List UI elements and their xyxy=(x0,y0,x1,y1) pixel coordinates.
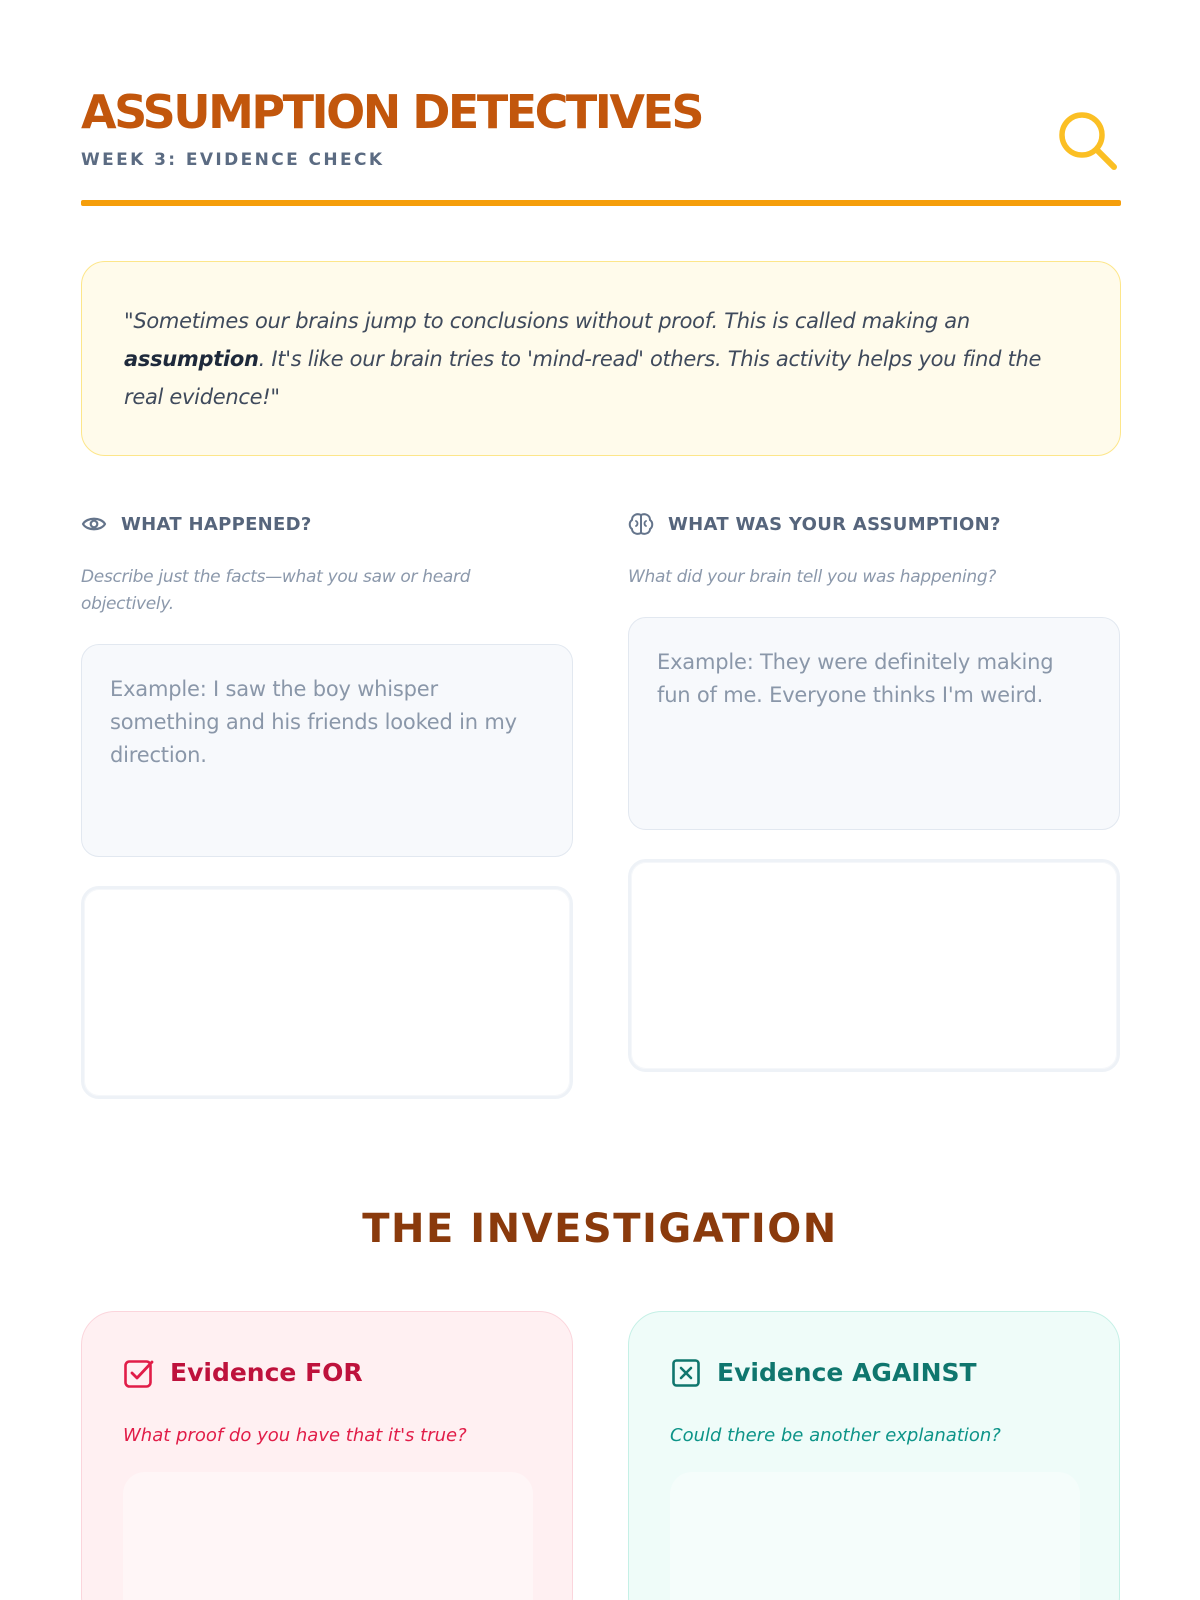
brain-icon xyxy=(628,512,654,536)
assumption-label-row xyxy=(628,508,1120,540)
evidence-for-card xyxy=(81,1311,573,1600)
what-happened-label-row xyxy=(81,508,573,540)
what-happened-example-box xyxy=(81,644,573,857)
checkbox-x-icon xyxy=(670,1357,702,1389)
page-title: ASSUMPTION DETECTIVES xyxy=(81,85,703,139)
evidence-for-title: Evidence FOR xyxy=(170,1358,363,1387)
assumption-example: Example: They were definitely making fun of me. Everyone thinks I'm weird. xyxy=(657,650,1054,707)
page-subtitle: WEEK 3: EVIDENCE CHECK xyxy=(81,150,385,170)
checkbox-check-icon xyxy=(123,1357,155,1389)
header xyxy=(81,84,1121,208)
evidence-against-title: Evidence AGAINST xyxy=(717,1358,977,1387)
evidence-against-hint: Could there be another explanation? xyxy=(670,1425,1001,1446)
intro-quote xyxy=(81,261,1121,456)
what-happened-hint: Describe just the facts—what you saw or heard objectively. xyxy=(81,567,471,614)
evidence-for-hint: What proof do you have that it's true? xyxy=(123,1425,467,1446)
what-happened-label: WHAT HAPPENED? xyxy=(121,514,312,535)
investigation-title: THE INVESTIGATION xyxy=(362,1206,838,1252)
assumption-answer-box[interactable] xyxy=(628,859,1120,1072)
eye-icon xyxy=(81,512,107,536)
what-happened-example: Example: I saw the boy whisper something and his friends looked in my direction. xyxy=(110,677,517,767)
assumption-example-box xyxy=(628,617,1120,830)
header-divider xyxy=(81,200,1121,206)
what-happened-section xyxy=(81,508,573,767)
search-icon xyxy=(1057,110,1119,172)
intro-text: "Sometimes our brains jump to conclusions without proof. This is called making an assumption. It's like our brain tries to 'mind-read' others. This activity helps you find the real evidence!" xyxy=(124,309,1042,409)
assumption-hint: What did your brain tell you was happening? xyxy=(628,567,997,587)
evidence-against-answer-box[interactable] xyxy=(670,1472,1080,1600)
evidence-against-card xyxy=(628,1311,1120,1600)
assumption-section xyxy=(628,508,1120,707)
assumption-term: assumption xyxy=(124,347,259,371)
evidence-for-answer-box[interactable] xyxy=(123,1472,533,1600)
what-happened-answer-box[interactable] xyxy=(81,886,573,1099)
assumption-label: WHAT WAS YOUR ASSUMPTION? xyxy=(668,514,1001,535)
